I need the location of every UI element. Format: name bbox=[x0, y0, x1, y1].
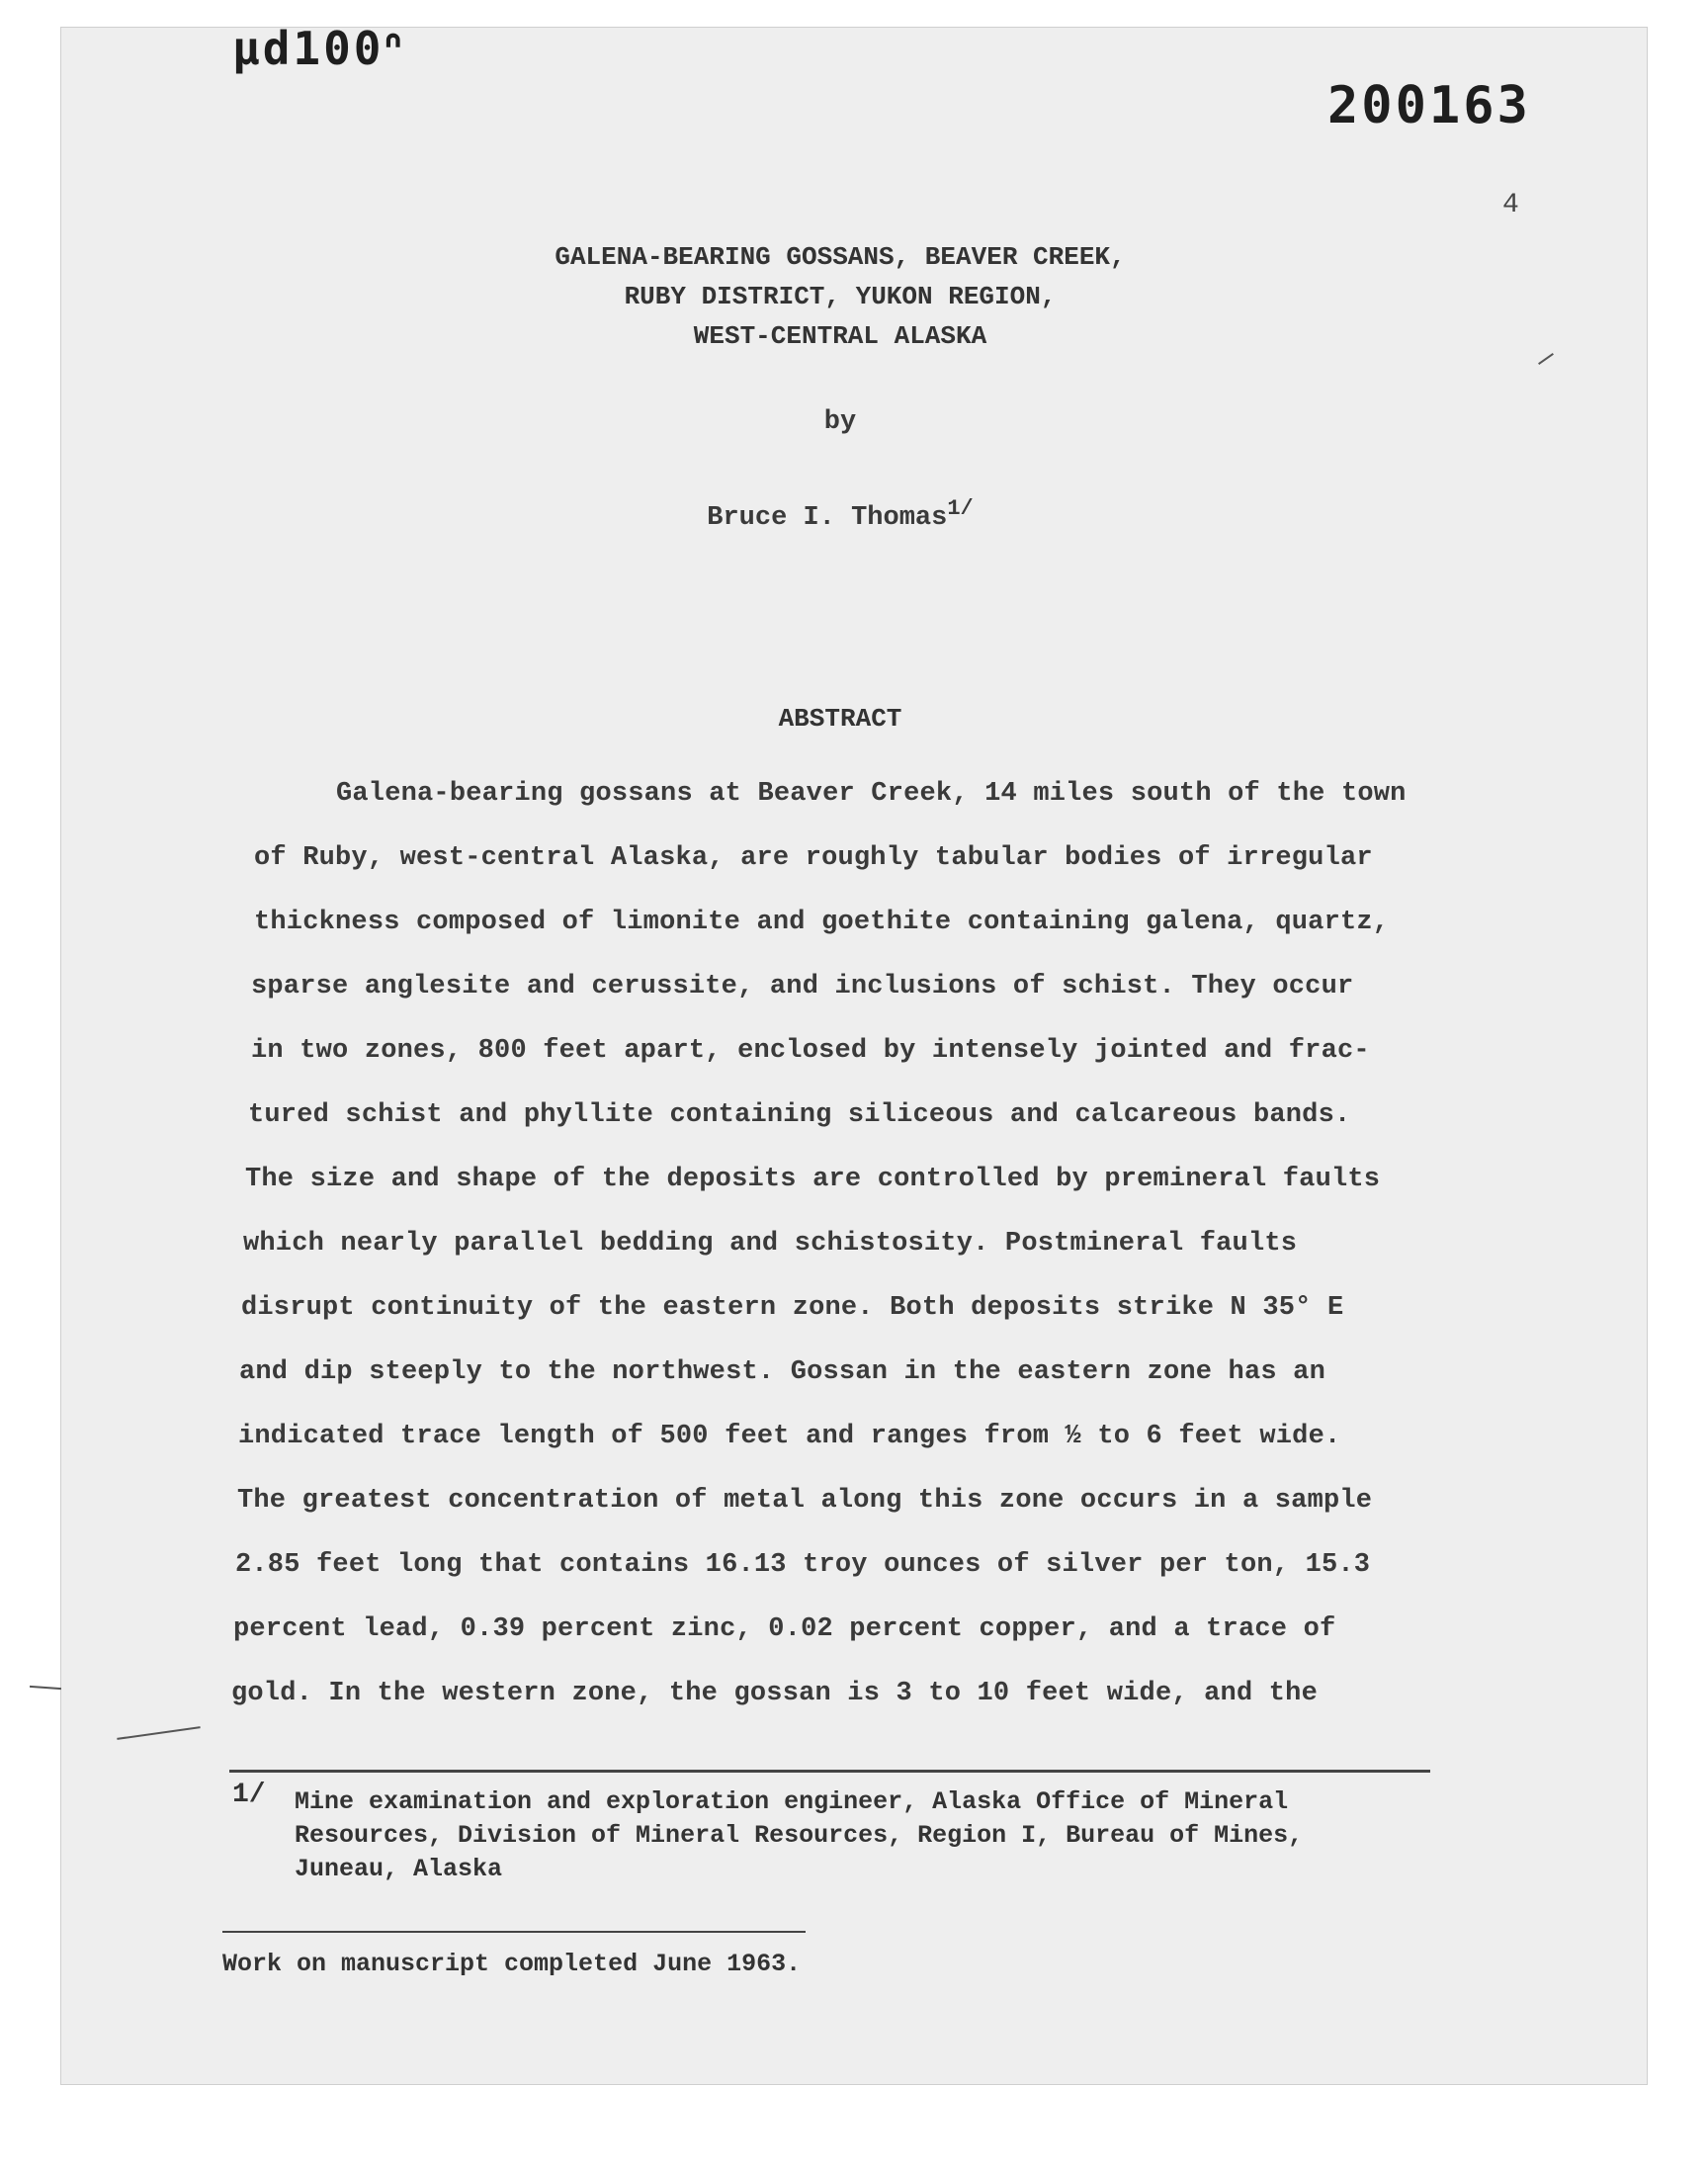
footnote-line: Resources, Division of Mineral Resources, Region I, Bureau of Mines, bbox=[295, 1821, 1304, 1850]
archive-stamp-right: 200163 bbox=[1327, 76, 1531, 135]
footnote-marker: 1/ bbox=[232, 1780, 266, 1810]
author-line bbox=[297, 496, 1384, 533]
author-name: Bruce I. Thomas bbox=[707, 503, 948, 533]
title-line: WEST-CENTRAL ALASKA bbox=[693, 321, 987, 351]
abstract-line: sparse anglesite and cerussite, and inclusions of schist. They occur bbox=[251, 972, 1354, 1001]
author-footnote-mark: 1/ bbox=[947, 496, 974, 521]
byline: by bbox=[823, 407, 857, 437]
archive-stamp-left: µd100ᐢ bbox=[232, 22, 405, 75]
completion-separator bbox=[222, 1931, 806, 1933]
completion-note: Work on manuscript completed June 1963. bbox=[222, 1950, 802, 1978]
footnote-separator bbox=[229, 1770, 1430, 1773]
abstract-line: of Ruby, west-central Alaska, are roughly tabular bodies of irregular bbox=[254, 843, 1373, 873]
title-line: RUBY DISTRICT, YUKON REGION, bbox=[624, 282, 1057, 311]
abstract-line: 2.85 feet long that contains 16.13 troy ounces of silver per ton, 15.3 bbox=[235, 1550, 1371, 1580]
document-title bbox=[297, 237, 1384, 356]
page-number: 4 bbox=[1502, 190, 1519, 220]
abstract-line: which nearly parallel bedding and schistosity. Postmineral faults bbox=[243, 1229, 1298, 1259]
title-line: GALENA-BEARING GOSSANS, BEAVER CREEK, bbox=[555, 242, 1126, 272]
abstract-line: thickness composed of limonite and goethite containing galena, quartz, bbox=[254, 908, 1390, 937]
footnote-line: Juneau, Alaska bbox=[295, 1855, 503, 1883]
abstract-line: in two zones, 800 feet apart, enclosed by intensely jointed and frac- bbox=[251, 1036, 1370, 1066]
abstract-line: gold. In the western zone, the gossan is 3 to 10 feet wide, and the bbox=[231, 1679, 1318, 1708]
abstract-line: and dip steeply to the northwest. Gossan in the eastern zone has an bbox=[239, 1357, 1325, 1387]
abstract-line: The size and shape of the deposits are controlled by premineral faults bbox=[245, 1165, 1381, 1194]
abstract-line: indicated trace length of 500 feet and ranges from ½ to 6 feet wide. bbox=[238, 1422, 1341, 1451]
footnote-line: Mine examination and exploration engineer, Alaska Office of Mineral bbox=[295, 1787, 1289, 1816]
abstract-line: Galena-bearing gossans at Beaver Creek, 14 miles south of the town bbox=[336, 779, 1407, 809]
abstract-line: The greatest concentration of metal along this zone occurs in a sample bbox=[237, 1486, 1373, 1516]
abstract-line: tured schist and phyllite containing siliceous and calcareous bands. bbox=[248, 1100, 1351, 1130]
margin-pen-mark bbox=[30, 1686, 61, 1690]
abstract-heading: ABSTRACT bbox=[778, 704, 902, 734]
abstract-line: disrupt continuity of the eastern zone. Both deposits strike N 35° E bbox=[241, 1293, 1344, 1323]
abstract-line: percent lead, 0.39 percent zinc, 0.02 percent copper, and a trace of bbox=[233, 1614, 1336, 1644]
